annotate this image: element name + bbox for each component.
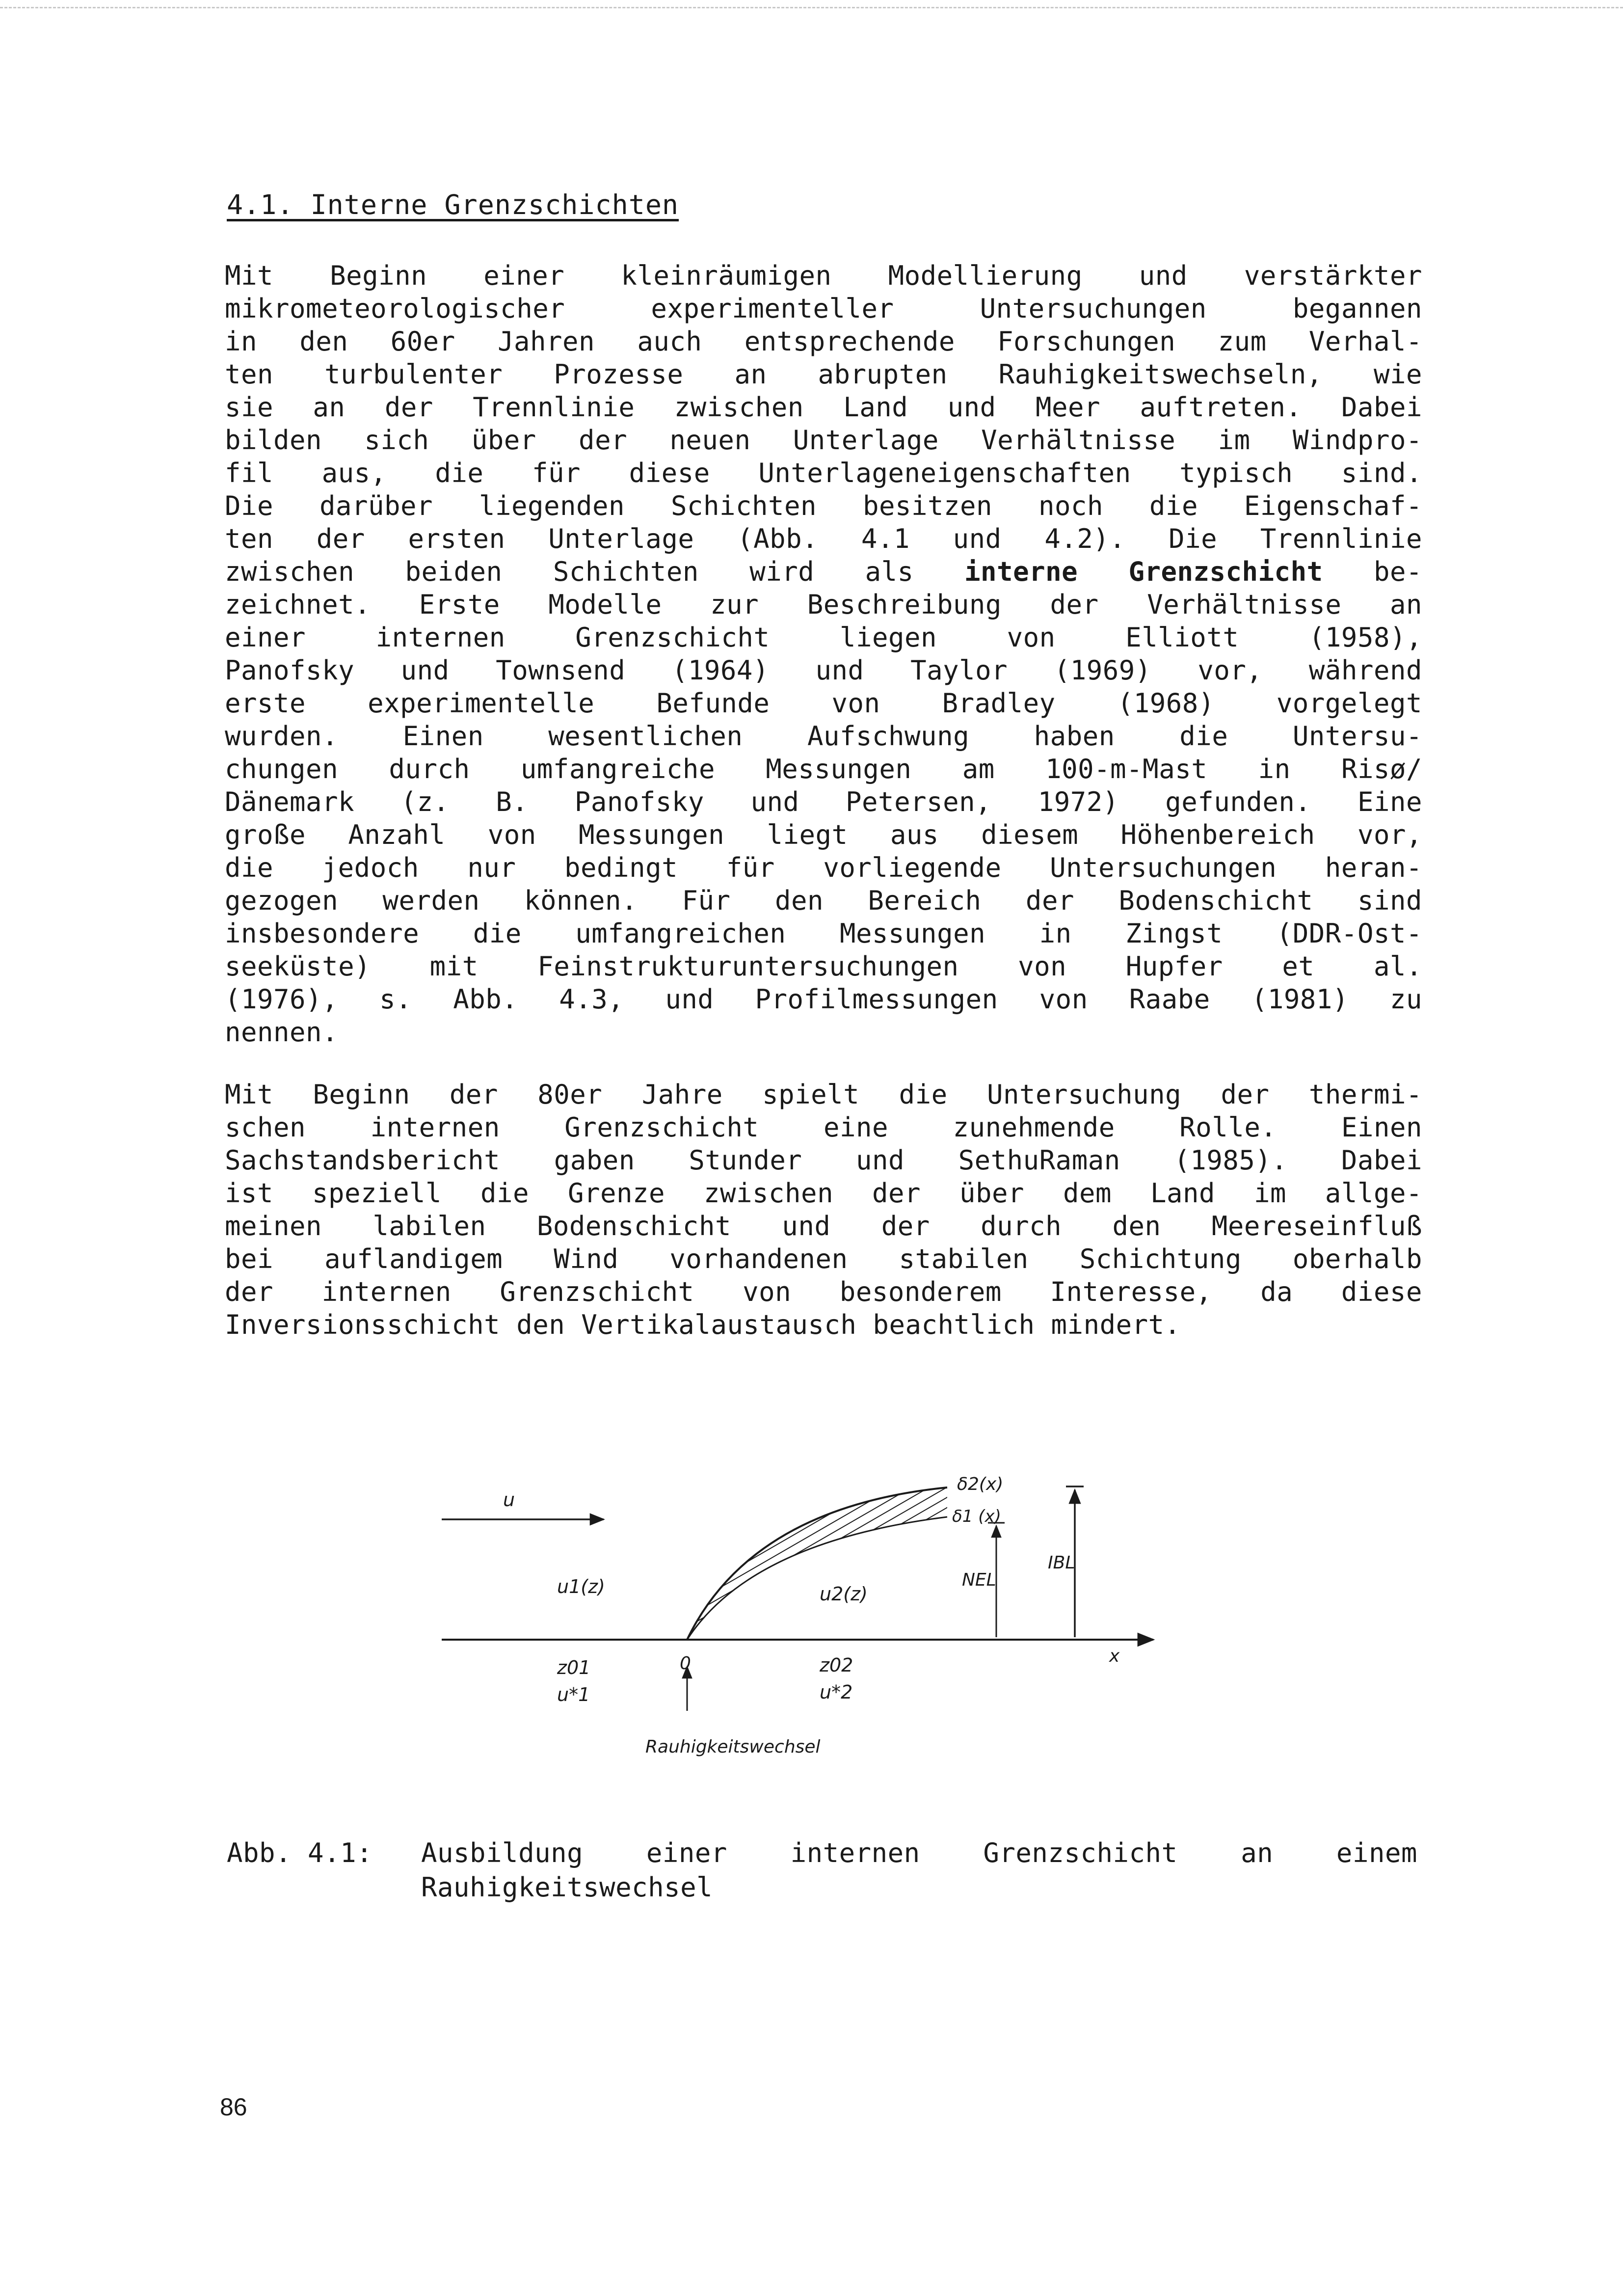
profile2-label: u2(z) xyxy=(820,1583,868,1605)
text-line: seeküste) mit Feinstrukturuntersuchungen von Hupfer et al. xyxy=(225,951,1422,982)
text-line: Mit Beginn der 80er Jahre spielt die Untersuchung der thermi- xyxy=(225,1079,1422,1110)
text-fragment: be- xyxy=(1373,556,1422,587)
text-line: Die darüber liegenden Schichten besitzen noch die Eigenschaf- xyxy=(225,490,1422,521)
x-axis-label: x xyxy=(1109,1646,1120,1666)
paragraph-thermal-ibl xyxy=(225,1078,1422,1341)
ustar1-label: u*1 xyxy=(557,1684,590,1705)
text-line: zeichnet. Erste Modelle zur Beschreibung der Verhältnisse an xyxy=(225,589,1422,620)
text-line: chungen durch umfangreiche Messungen am 100-m-Mast in Risø/ xyxy=(225,754,1422,784)
roughness-change-label: Rauhigkeitswechsel xyxy=(645,1737,821,1757)
ustar2-label: u*2 xyxy=(820,1681,853,1703)
text-line: der internen Grenzschicht von besonderem Interesse, da diese xyxy=(225,1276,1422,1307)
text-line: in den 60er Jahren auch entsprechende Forschungen zum Verhal- xyxy=(225,326,1422,357)
figure-caption xyxy=(227,1836,1417,1905)
delta2-label: δ2(x) xyxy=(957,1474,1004,1494)
text-line: einer internen Grenzschicht liegen von Elliott (1958), xyxy=(225,622,1422,653)
caption-label: Abb. 4.1: xyxy=(227,1837,373,1868)
text-line: die jedoch nur bedingt für vorliegende Untersuchungen heran- xyxy=(225,852,1422,883)
ibl-label: IBL xyxy=(1048,1553,1075,1573)
text-line: (1976), s. Abb. 4.3, und Profilmessungen von Raabe (1981) zu xyxy=(225,984,1422,1015)
text-line: Dänemark (z. B. Panofsky und Petersen, 1972) gefunden. Eine xyxy=(225,786,1422,817)
nel-label: NEL xyxy=(962,1570,996,1590)
text-line: insbesondere die umfangreichen Messungen in Zingst (DDR-Ost- xyxy=(225,918,1422,949)
profile1-label: u1(z) xyxy=(557,1576,605,1597)
text-line: gezogen werden können. Für den Bereich der Bodenschicht sind xyxy=(225,885,1422,916)
caption-text-continued: Rauhigkeitswechsel xyxy=(421,1872,713,1903)
page-number: 86 xyxy=(220,2093,247,2121)
text-line: bei auflandigem Wind vorhandenen stabilen Schichtung oberhalb xyxy=(225,1243,1422,1274)
text-line: ist speziell die Grenze zwischen der über dem Land im allge- xyxy=(225,1178,1422,1209)
text-line: sie an der Trennlinie zwischen Land und Meer auftreten. Dabei xyxy=(225,392,1422,423)
delta1-label: δ1 (x) xyxy=(952,1507,1001,1526)
text-line: ten der ersten Unterlage (Abb. 4.1 und 4.2). Die Trennlinie xyxy=(225,523,1422,554)
text-line: Mit Beginn einer kleinräumigen Modellierung und verstärkter xyxy=(225,260,1422,291)
text-line: bilden sich über der neuen Unterlage Verhältnisse im Windpro- xyxy=(225,425,1422,456)
text-line-with-term xyxy=(225,555,1422,588)
wind-label: u xyxy=(503,1489,515,1511)
scan-edge-line xyxy=(0,7,1623,8)
text-line: Panofsky und Townsend (1964) und Taylor (1969) vor, während xyxy=(225,655,1422,686)
text-line: meinen labilen Bodenschicht und der durch den Meereseinfluß xyxy=(225,1211,1422,1242)
paragraph-ibl-history xyxy=(225,259,1422,1049)
text-fragment: zwischen beiden Schichten wird als xyxy=(225,556,914,587)
text-line: fil aus, die für diese Unterlageneigenschaften typisch sind. xyxy=(225,458,1422,488)
caption-text: Ausbildung einer internen Grenzschicht an einem xyxy=(421,1837,1417,1868)
text-line: große Anzahl von Messungen liegt aus diesem Höhenbereich vor, xyxy=(225,819,1422,850)
section-heading: 4.1. Interne Grenzschichten xyxy=(227,189,679,220)
text-line: wurden. Einen wesentlichen Aufschwung haben die Untersu- xyxy=(225,721,1422,752)
bold-term-interne-grenzschicht: interne Grenzschicht xyxy=(964,556,1323,587)
hatched-equilibrium-layer xyxy=(687,1487,947,1640)
text-line: nennen. xyxy=(225,1017,339,1048)
text-line: ten turbulenter Prozesse an abrupten Rauhigkeitswechseln, wie xyxy=(225,359,1422,390)
text-line: schen internen Grenzschicht eine zunehmende Rolle. Einen xyxy=(225,1112,1422,1143)
text-line: Inversionsschicht den Vertikalaustausch beachtlich mindert. xyxy=(225,1309,1181,1340)
z02-label: z02 xyxy=(820,1654,853,1676)
ibl-diagram-svg xyxy=(432,1468,1193,1782)
text-line: Sachstandsbericht gaben Stunder und SethuRaman (1985). Dabei xyxy=(225,1145,1422,1176)
origin-label: 0 xyxy=(680,1653,691,1674)
ibl-diagram xyxy=(432,1468,1193,1782)
z01-label: z01 xyxy=(557,1657,591,1678)
text-line: erste experimentelle Befunde von Bradley (1968) vorgelegt xyxy=(225,688,1422,719)
text-line: mikrometeorologischer experimenteller Untersuchungen begannen xyxy=(225,293,1422,324)
